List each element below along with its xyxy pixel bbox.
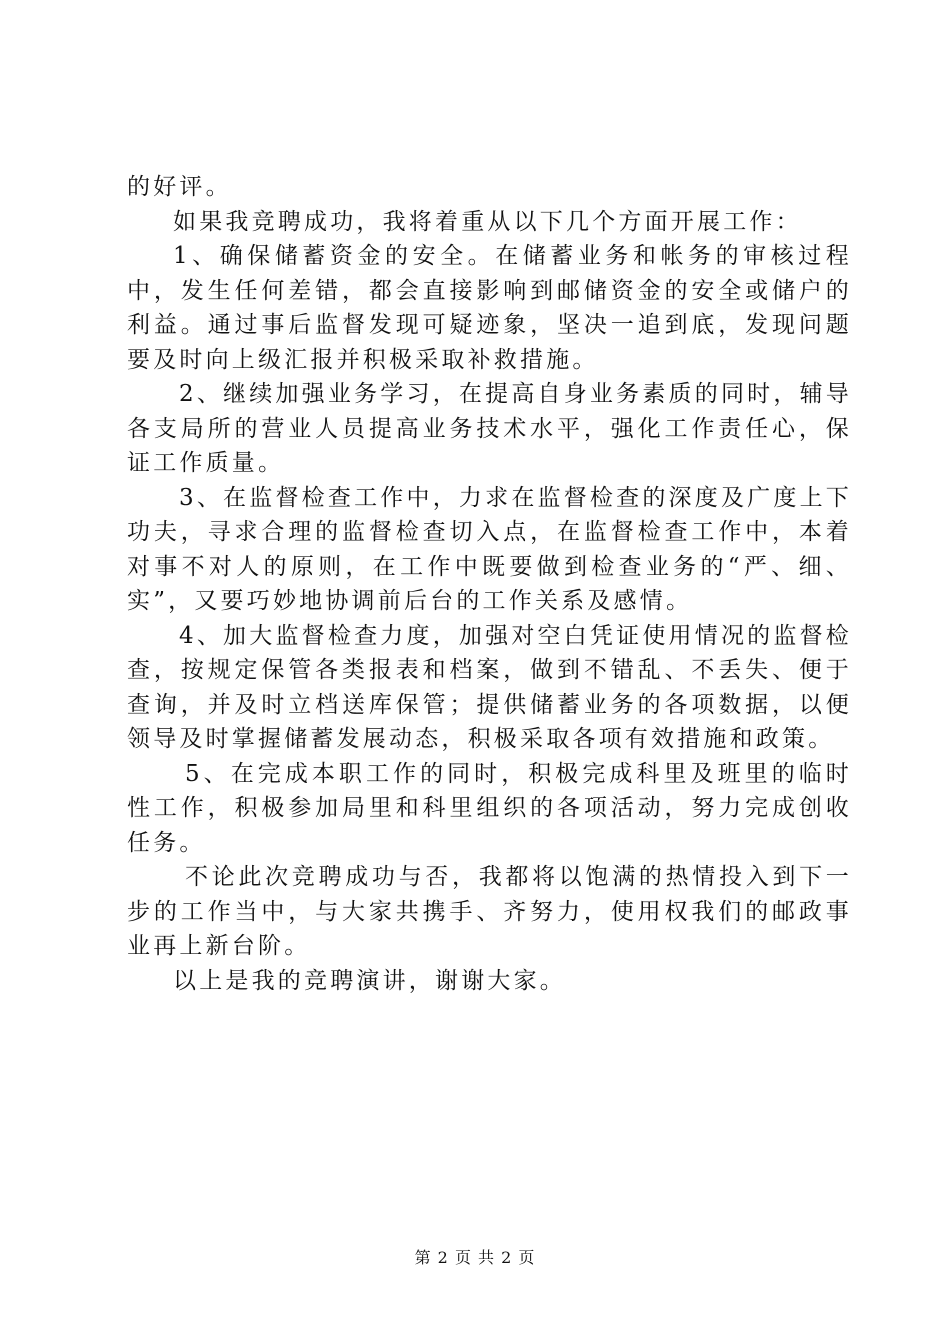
- paragraph-item-1: 1、确保储蓄资金的安全。在储蓄业务和帐务的审核过程中，发生任何差错，都会直接影响到邮储资金的安全或储户的利益。通过事后监督发现可疑迹象，坚决一追到底，发现问题要及时向上级汇报并积极采取补救措施。: [127, 243, 852, 373]
- paragraph-closing: 以上是我的竞聘演讲，谢谢大家。: [173, 967, 566, 994]
- paragraph-item-3: 3、在监督检查工作中，力求在监督检查的深度及广度上下功夫，寻求合理的监督检查切入点，在监督检查工作中，本着对事不对人的原则，在工作中既要做到检查业务的“严、细、实”，又要巧妙地协调前后台的工作关系及感情。: [127, 484, 852, 614]
- paragraph-conclusion: 不论此次竞聘成功与否，我都将以饱满的热情投入到下一步的工作当中，与大家共携手、齐努力，使用权我们的邮政事业再上新台阶。: [127, 864, 852, 959]
- paragraph-intro: 如果我竞聘成功，我将着重从以下几个方面开展工作：: [173, 208, 802, 235]
- page-footer: 第 2 页 共 2 页: [414, 1248, 536, 1267]
- paragraph-continuation: 的好评。: [127, 174, 232, 200]
- paragraph-item-2: 2、继续加强业务学习，在提高自身业务素质的同时，辅导各支局所的营业人员提高业务技术水平，强化工作责任心，保证工作质量。: [127, 381, 852, 476]
- paragraph-item-5: 5、在完成本职工作的同时，积极完成科里及班里的临时性工作，积极参加局里和科里组织的各项活动，努力完成创收任务。: [127, 760, 852, 856]
- document-body: [127, 170, 852, 998]
- paragraph-item-4: 4、加大监督检查力度，加强对空白凭证使用情况的监督检查，按规定保管各类报表和档案，做到不错乱、不丢失、便于查询，并及时立档送库保管；提供储蓄业务的各项数据，以便领导及时掌握储蓄发展动态，积极采取各项有效措施和政策。: [127, 622, 852, 752]
